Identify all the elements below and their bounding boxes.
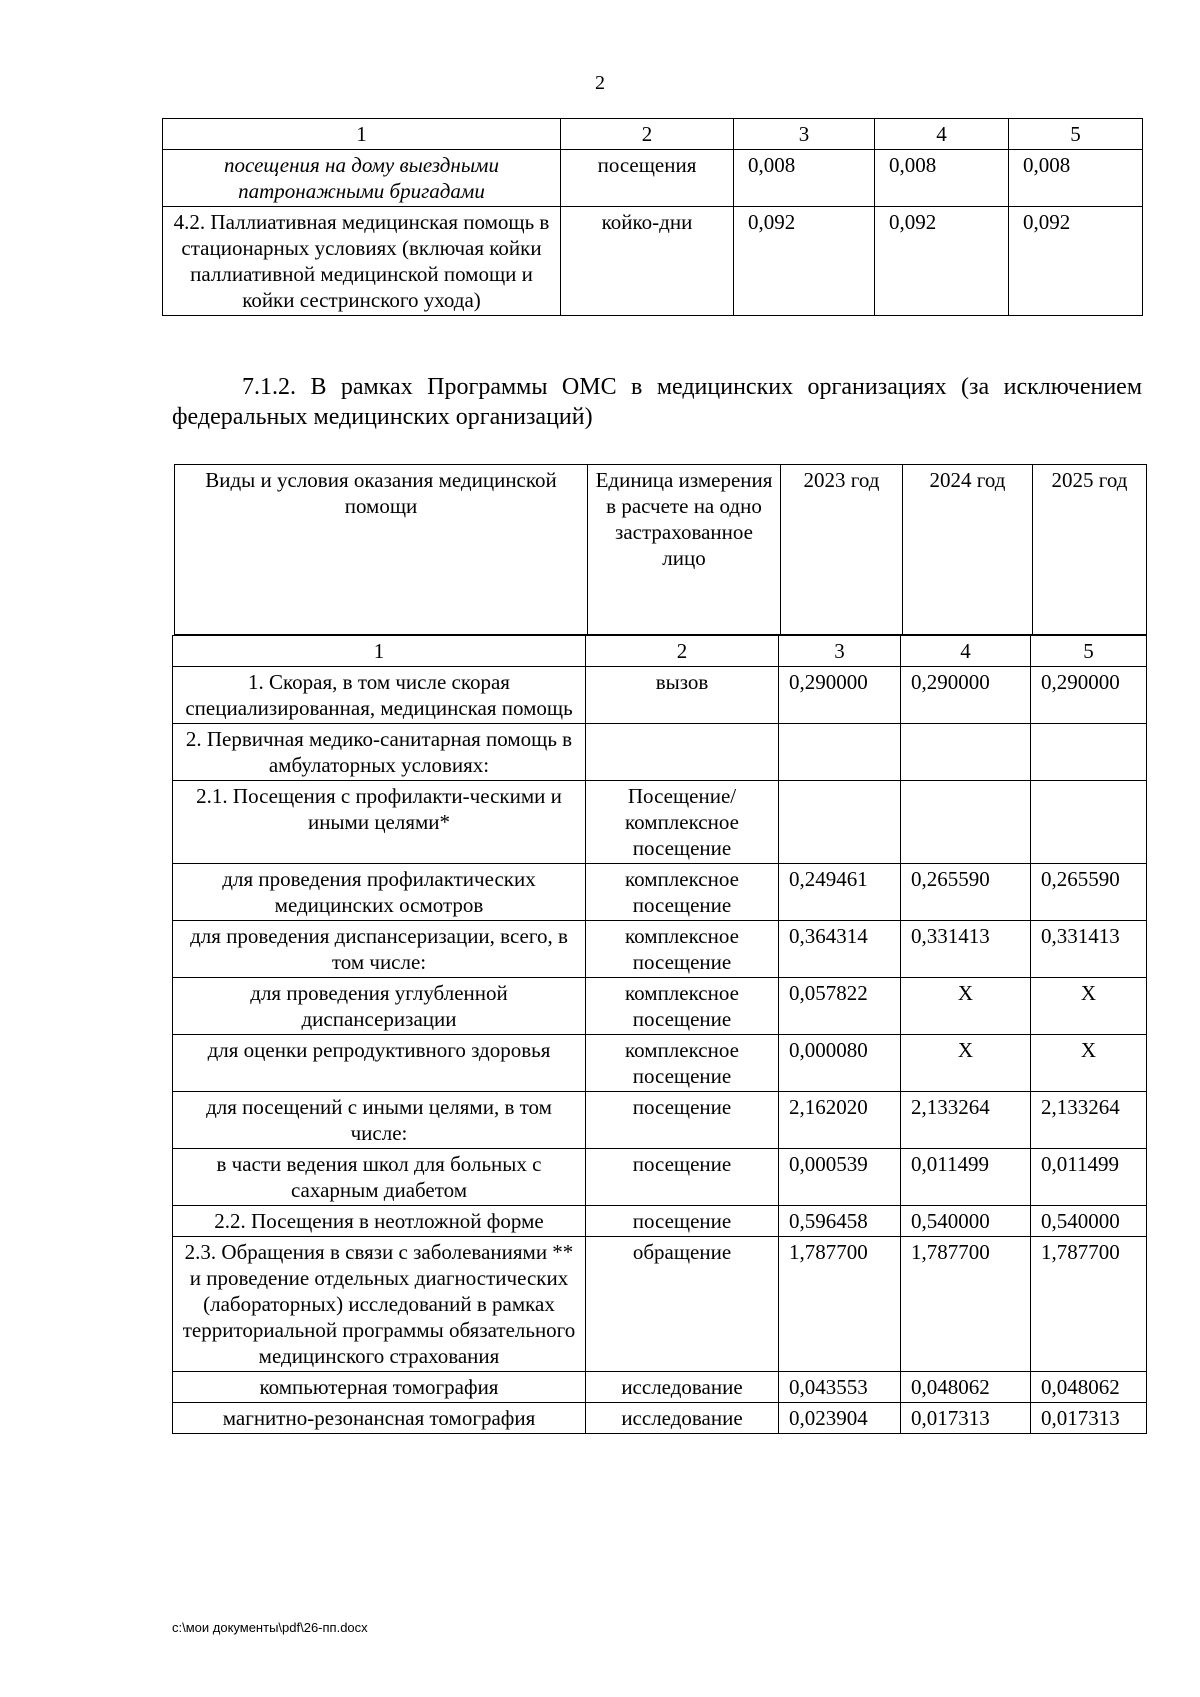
row-name: 2.3. Обращения в связи с заболеваниями ** и проведение отдельных диагностических (лабораторных) исследований в рамках территориальной программы обязательного медицинского страхования: [173, 1237, 586, 1372]
omc-table: [172, 635, 1147, 1434]
column-number: 4: [901, 636, 1031, 667]
value-2024: 0,540000: [901, 1206, 1031, 1237]
row-name: для проведения профилактических медицинских осмотров: [173, 864, 586, 921]
row-unit: посещение: [586, 1092, 779, 1149]
column-number: 1: [163, 119, 561, 150]
column-number-row: [173, 636, 1147, 667]
row-unit: комплексное посещение: [586, 1035, 779, 1092]
table-row: [173, 667, 1147, 724]
value-2025: 0,331413: [1031, 921, 1147, 978]
value-2023: 0,008: [734, 150, 875, 207]
value-2024: 2,133264: [901, 1092, 1031, 1149]
table-row: [163, 207, 1143, 316]
value-2024: 0,265590: [901, 864, 1031, 921]
value-2024: 0,011499: [901, 1149, 1031, 1206]
value-2023: 0,043553: [779, 1372, 901, 1403]
row-unit: комплексное посещение: [586, 864, 779, 921]
row-unit: Посещение/ комплексное посещение: [586, 781, 779, 864]
row-name: для оценки репродуктивного здоровья: [173, 1035, 586, 1092]
value-2024: 1,787700: [901, 1237, 1031, 1372]
value-2023: 0,000080: [779, 1035, 901, 1092]
value-2025: 0,017313: [1031, 1403, 1147, 1434]
column-number: 2: [586, 636, 779, 667]
section-heading-text: 7.1.2. В рамках Программы ОМС в медицинских организациях (за исключением федеральных медицинских организаций): [172, 374, 1142, 430]
column-number: 5: [1031, 636, 1147, 667]
column-number: 5: [1009, 119, 1143, 150]
column-header-type: Виды и условия оказания медицинской помощи: [175, 465, 588, 635]
value-2023: 1,787700: [779, 1237, 901, 1372]
value-2023: 0,596458: [779, 1206, 901, 1237]
column-header-2024: 2024 год: [903, 465, 1033, 635]
value-2025: 0,540000: [1031, 1206, 1147, 1237]
file-path-footer: c:\мои документы\pdf\26-пп.docx: [172, 1620, 368, 1635]
column-header-2023: 2023 год: [781, 465, 903, 635]
value-2025: 1,787700: [1031, 1237, 1147, 1372]
value-2024: 0,290000: [901, 667, 1031, 724]
value-2024: 0,008: [875, 150, 1009, 207]
column-number: 3: [734, 119, 875, 150]
row-name: 1. Скорая, в том числе скорая специализированная, медицинская помощь: [173, 667, 586, 724]
row-unit: [586, 724, 779, 781]
row-unit: комплексное посещение: [586, 978, 779, 1035]
value-2025: 0,092: [1009, 207, 1143, 316]
table-row: [173, 1206, 1147, 1237]
table-row: [173, 978, 1147, 1035]
value-2025: 0,008: [1009, 150, 1143, 207]
row-name: посещения на дому выездными патронажными бригадами: [163, 150, 561, 207]
value-2025: [1031, 724, 1147, 781]
value-2025: [1031, 781, 1147, 864]
table-row: [173, 781, 1147, 864]
value-2024: 0,092: [875, 207, 1009, 316]
table-row: [173, 1092, 1147, 1149]
row-unit: койко-дни: [561, 207, 734, 316]
section-heading: [172, 372, 1142, 432]
value-2024: Х: [901, 978, 1031, 1035]
row-unit: посещение: [586, 1206, 779, 1237]
value-2024: Х: [901, 1035, 1031, 1092]
page-number: 2: [595, 72, 605, 94]
row-name: в части ведения школ для больных с сахарным диабетом: [173, 1149, 586, 1206]
row-name: 2. Первичная медико-санитарная помощь в амбулаторных условиях:: [173, 724, 586, 781]
column-header-unit: Единица измерения в расчете на одно застрахованное лицо: [588, 465, 781, 635]
omc-table-header: [174, 464, 1147, 635]
table-row: [173, 1149, 1147, 1206]
value-2023: 0,364314: [779, 921, 901, 978]
row-unit: вызов: [586, 667, 779, 724]
column-number: 1: [173, 636, 586, 667]
row-name: магнитно-резонансная томография: [173, 1403, 586, 1434]
table-row: [173, 724, 1147, 781]
row-unit: исследование: [586, 1372, 779, 1403]
table-row: [173, 1035, 1147, 1092]
row-name: 4.2. Паллиативная медицинская помощь в стационарных условиях (включая койки паллиативной медицинской помощи и койки сестринского ухода): [163, 207, 561, 316]
column-header-2025: 2025 год: [1033, 465, 1147, 635]
table-row: [173, 921, 1147, 978]
value-2023: 0,057822: [779, 978, 901, 1035]
row-unit: исследование: [586, 1403, 779, 1434]
row-name: компьютерная томография: [173, 1372, 586, 1403]
row-name: для проведения диспансеризации, всего, в том числе:: [173, 921, 586, 978]
value-2025: 2,133264: [1031, 1092, 1147, 1149]
value-2024: 0,048062: [901, 1372, 1031, 1403]
table-row: [163, 150, 1143, 207]
column-number: 4: [875, 119, 1009, 150]
value-2024: 0,331413: [901, 921, 1031, 978]
value-2025: Х: [1031, 978, 1147, 1035]
table-row: [173, 864, 1147, 921]
row-unit: посещение: [586, 1149, 779, 1206]
column-number-row: [163, 119, 1143, 150]
column-number: 3: [779, 636, 901, 667]
row-name: 2.1. Посещения с профилакти-ческими и иными целями*: [173, 781, 586, 864]
row-unit: обращение: [586, 1237, 779, 1372]
value-2024: [901, 781, 1031, 864]
row-unit: посещения: [561, 150, 734, 207]
value-2023: [779, 724, 901, 781]
table-row: [173, 1237, 1147, 1372]
value-2023: [779, 781, 901, 864]
value-2023: 0,000539: [779, 1149, 901, 1206]
value-2023: 0,290000: [779, 667, 901, 724]
value-2025: 0,011499: [1031, 1149, 1147, 1206]
column-number: 2: [561, 119, 734, 150]
value-2023: 0,092: [734, 207, 875, 316]
value-2025: 0,265590: [1031, 864, 1147, 921]
table-row: [173, 1403, 1147, 1434]
row-name: 2.2. Посещения в неотложной форме: [173, 1206, 586, 1237]
value-2024: [901, 724, 1031, 781]
value-2023: 2,162020: [779, 1092, 901, 1149]
row-unit: комплексное посещение: [586, 921, 779, 978]
row-name: для посещений с иными целями, в том числе:: [173, 1092, 586, 1149]
row-name: для проведения углубленной диспансеризации: [173, 978, 586, 1035]
value-2025: Х: [1031, 1035, 1147, 1092]
value-2025: 0,290000: [1031, 667, 1147, 724]
value-2024: 0,017313: [901, 1403, 1031, 1434]
table-row: [173, 1372, 1147, 1403]
column-header-row: [175, 465, 1147, 635]
value-2023: 0,249461: [779, 864, 901, 921]
value-2023: 0,023904: [779, 1403, 901, 1434]
value-2025: 0,048062: [1031, 1372, 1147, 1403]
continued-table: [162, 118, 1143, 316]
